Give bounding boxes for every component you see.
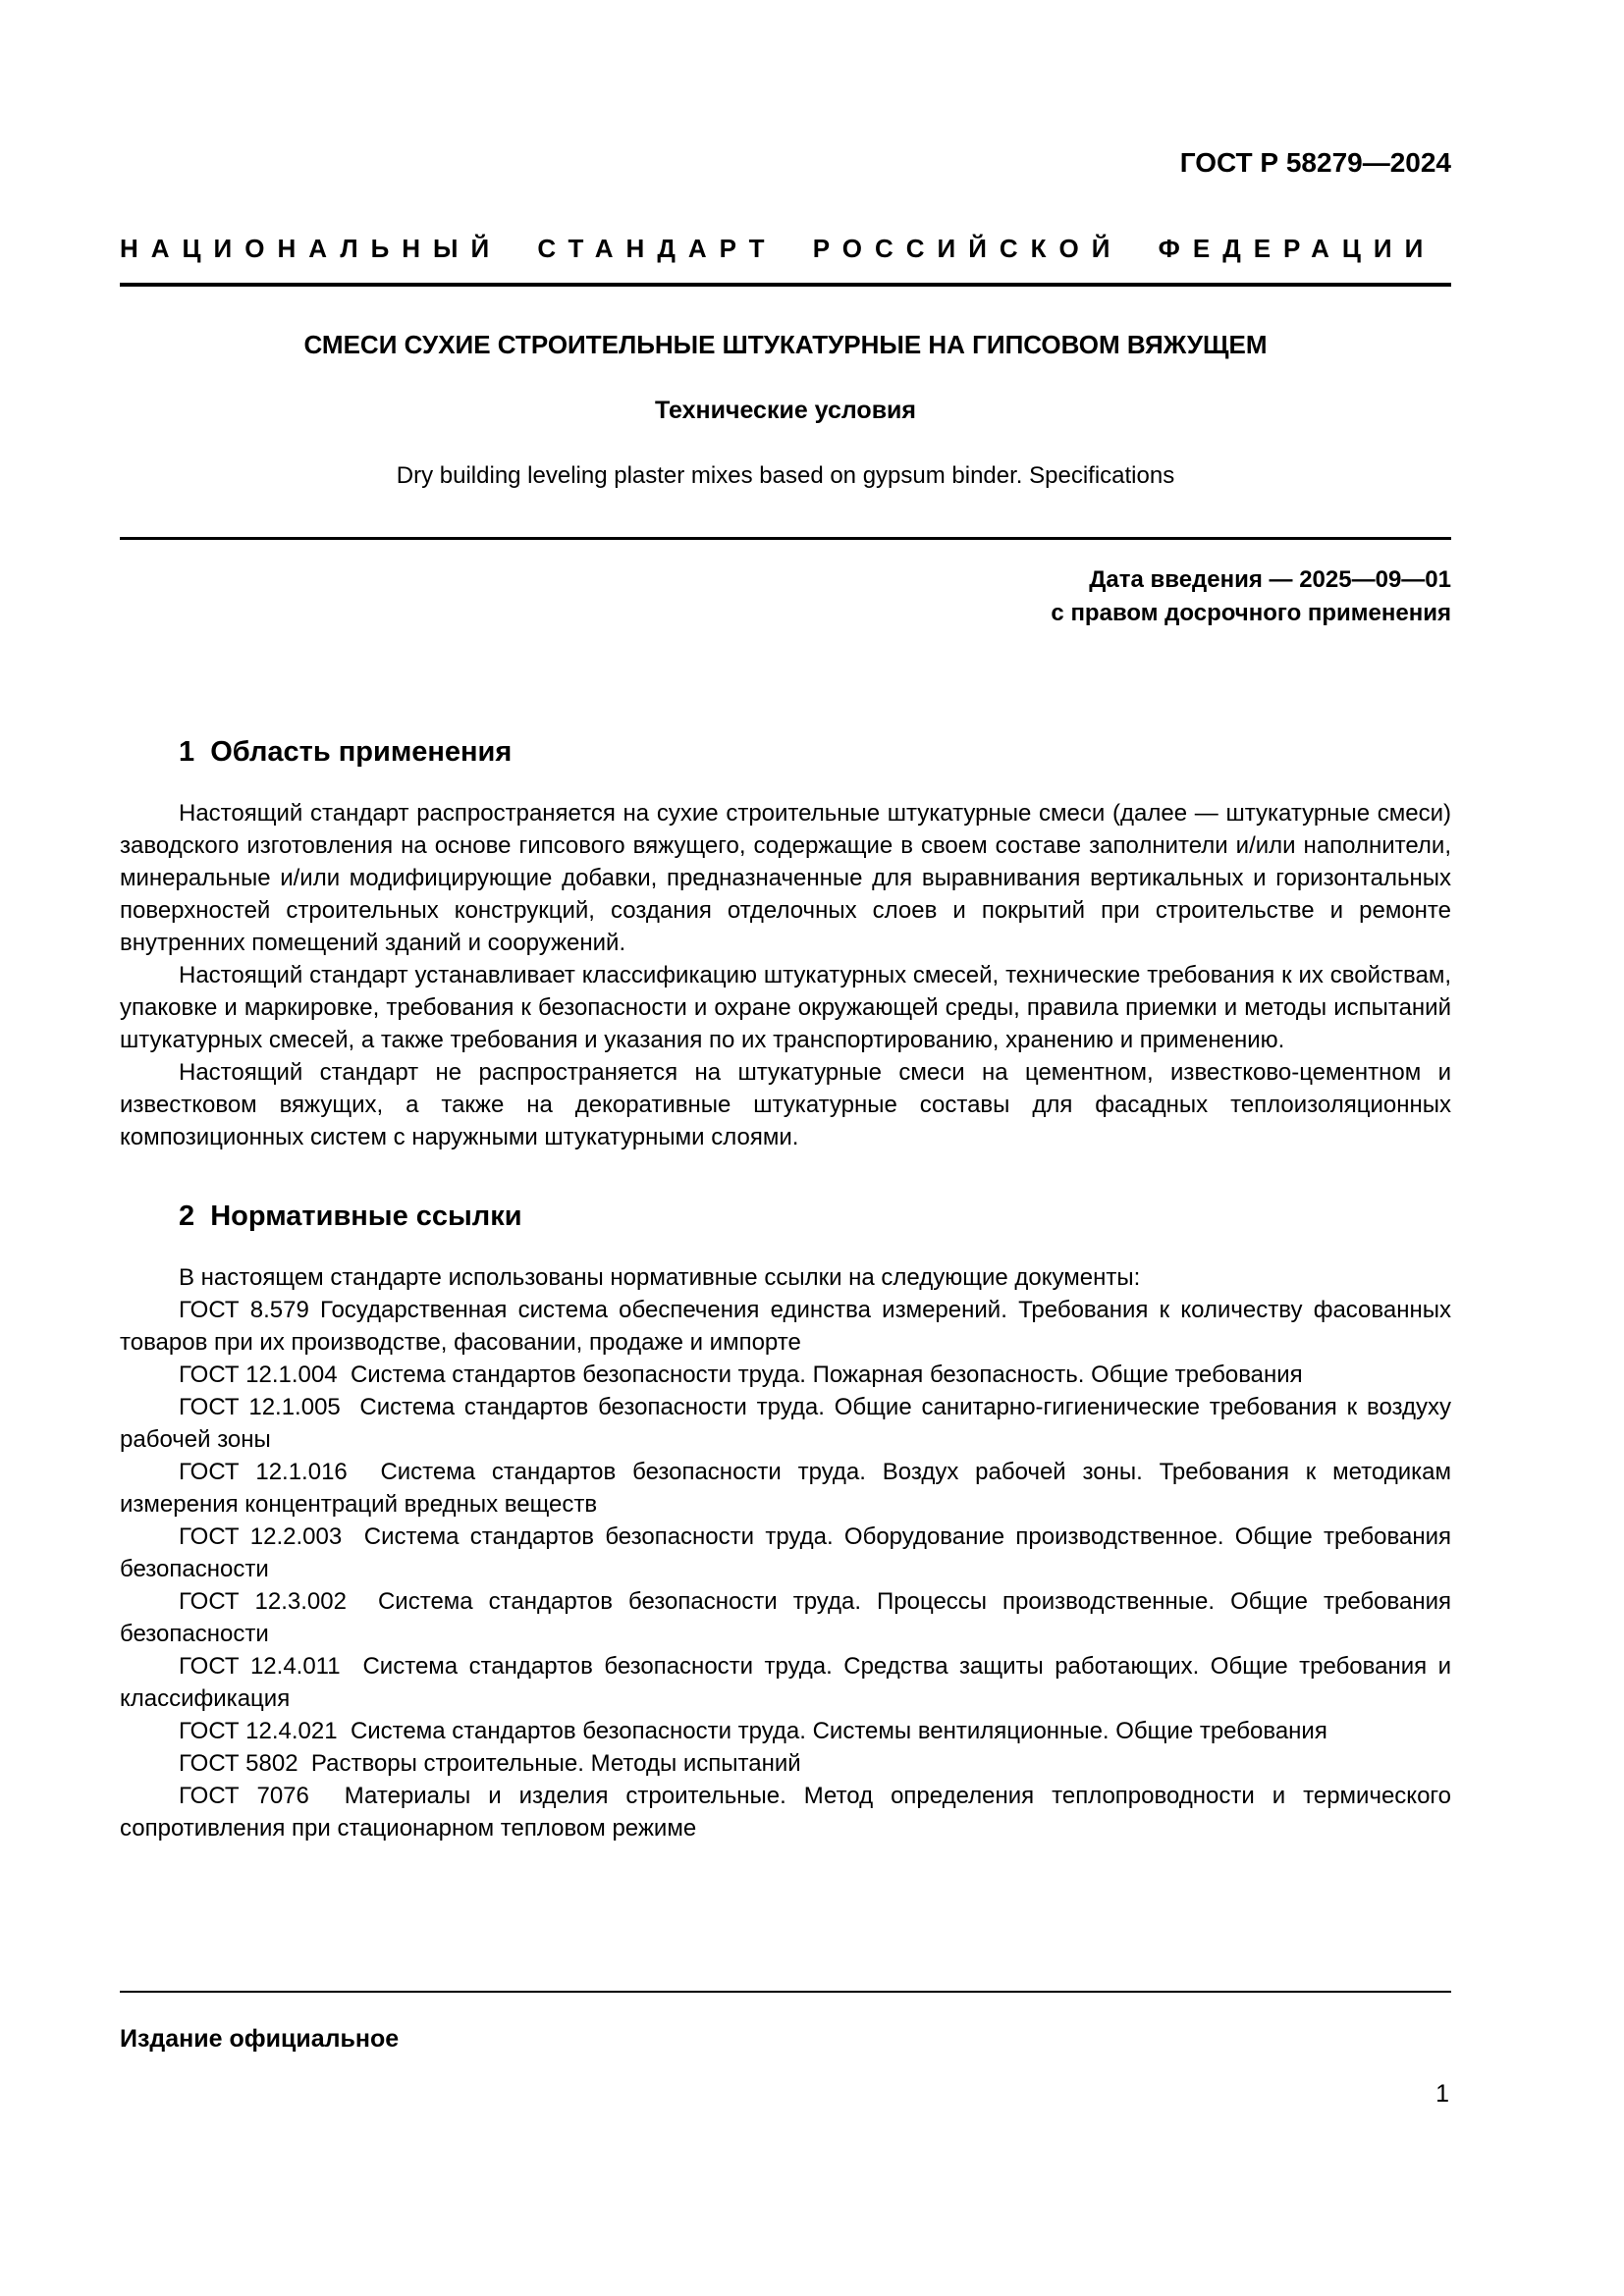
reference-item: ГОСТ 12.1.016 Система стандартов безопасности труда. Воздух рабочей зоны. Требования к методикам измерения концентраций вредных веществ <box>120 1459 1451 1518</box>
reference-item: ГОСТ 12.3.002 Система стандартов безопасности труда. Процессы производственные. Общие требования безопасности <box>120 1588 1451 1647</box>
title-divider <box>120 537 1451 540</box>
doc-subtitle: Технические условия <box>654 397 917 424</box>
section-1-paragraph: Настоящий стандарт не распространяется на штукатурные смеси на цементном, известково-цементном и известковом вяжущих, а также на декоративные штукатурные составы для фасадных теплоизоляционных композиционных систем с наружными штукатурными слоями. <box>120 1059 1451 1150</box>
reference-item: ГОСТ 12.1.005 Система стандартов безопасности труда. Общие санитарно-гигиенические требования к воздуху рабочей зоны <box>120 1394 1451 1453</box>
effective-date-line-1: Дата введения — 2025—09—01 <box>1089 566 1451 593</box>
page-number: 1 <box>1435 2080 1449 2108</box>
section-2-heading: 2 Нормативные ссылки <box>179 1201 522 1232</box>
doc-title-en: Dry building leveling plaster mixes based on gypsum binder. Specifications <box>396 462 1175 489</box>
reference-item: ГОСТ 12.2.003 Система стандартов безопасности труда. Оборудование производственное. Общие требования безопасности <box>120 1523 1451 1582</box>
top-divider <box>120 283 1451 287</box>
standard-type-heading: НАЦИОНАЛЬНЫЙ СТАНДАРТ РОССИЙСКОЙ ФЕДЕРАЦИИ <box>120 234 1436 263</box>
reference-item: ГОСТ 5802 Растворы строительные. Методы испытаний <box>179 1750 801 1777</box>
doc-number: ГОСТ Р 58279—2024 <box>1179 147 1451 178</box>
footer-divider <box>120 1991 1451 1993</box>
reference-item: ГОСТ 8.579 Государственная система обеспечения единства измерений. Требования к количеству фасованных товаров при их производстве, фасовании, продаже и импорте <box>120 1297 1451 1356</box>
edition-label: Издание официальное <box>120 2025 400 2053</box>
section-1-paragraph: Настоящий стандарт устанавливает классификацию штукатурных смесей, технические требования к их свойствам, упаковке и маркировке, требования к безопасности и охране окружающей среды, правила приемки и методы испытаний штукатурных смесей, а также требования и указания по их транспортированию, хранению и применению. <box>120 962 1451 1053</box>
doc-title-ru: СМЕСИ СУХИЕ СТРОИТЕЛЬНЫЕ ШТУКАТУРНЫЕ НА ГИПСОВОМ ВЯЖУЩЕМ <box>303 330 1268 359</box>
reference-item: ГОСТ 12.1.004 Система стандартов безопасности труда. Пожарная безопасность. Общие требования <box>179 1362 1303 1388</box>
effective-date-block <box>120 563 1451 630</box>
reference-item: ГОСТ 12.4.021 Система стандартов безопасности труда. Системы вентиляционные. Общие требования <box>179 1718 1327 1744</box>
effective-date-line-2: с правом досрочного применения <box>1051 600 1451 626</box>
reference-item: ГОСТ 12.4.011 Система стандартов безопасности труда. Средства защиты работающих. Общие требования и классификация <box>120 1653 1451 1712</box>
section-2-intro: В настоящем стандарте использованы нормативные ссылки на следующие документы: <box>179 1264 1141 1291</box>
section-1-heading: 1 Область применения <box>179 736 513 768</box>
section-1-paragraph: Настоящий стандарт распространяется на сухие строительные штукатурные смеси (далее — штукатурные смеси) заводского изготовления на основе гипсового вяжущего, содержащие в своем составе заполнители и/или наполнители, минеральные и/или модифицирующие добавки, предназначенные для выравнивания вертикальных и горизонтальных поверхностей строительных конструкций, создания отделочных слоев и покрытий при строительстве и ремонте внутренних помещений зданий и сооружений. <box>120 800 1451 956</box>
reference-item: ГОСТ 7076 Материалы и изделия строительные. Метод определения теплопроводности и термического сопротивления при стационарном тепловом режиме <box>120 1783 1451 1842</box>
